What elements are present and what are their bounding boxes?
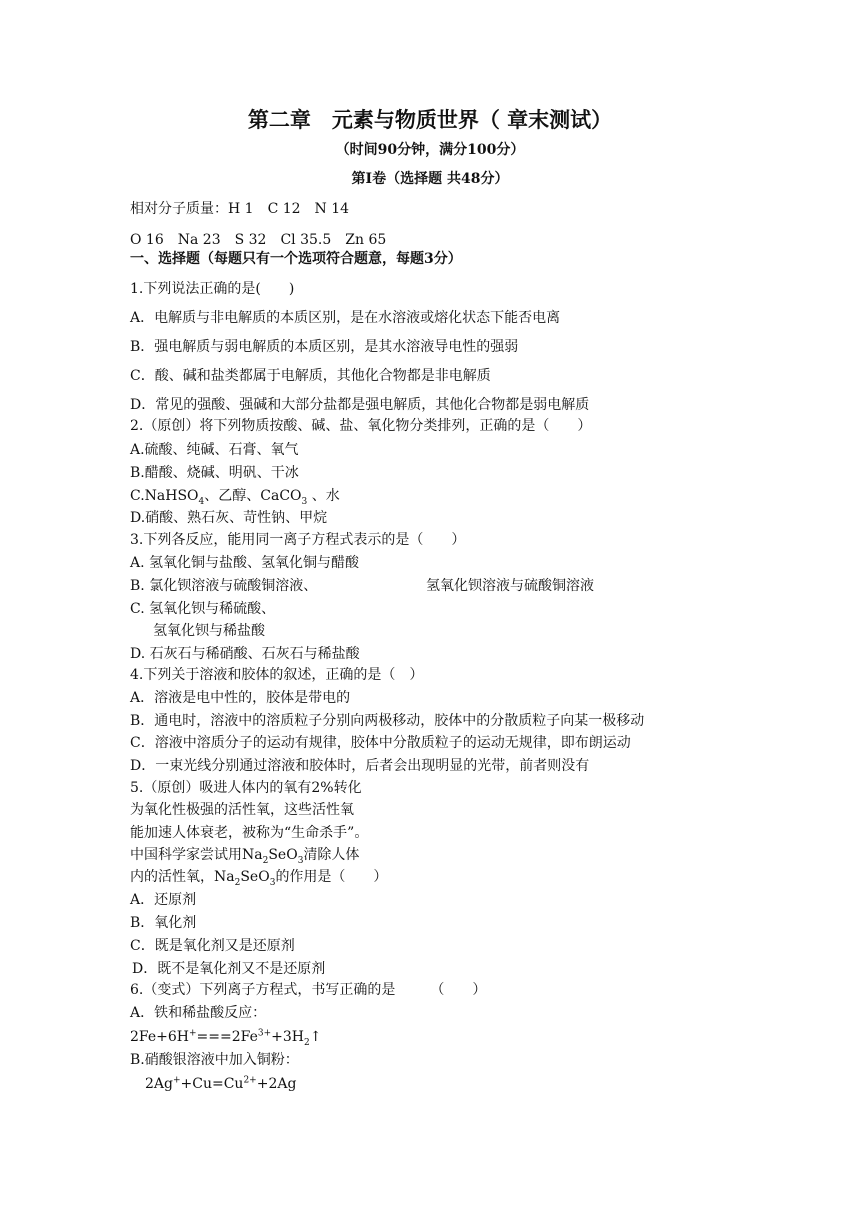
- question-5-option-a: A．还原剂: [130, 892, 197, 908]
- atomic-masses-line-2: O 16 Na 23 S 32 Cl 35.5 Zn 65: [130, 232, 387, 248]
- question-1-stem: 1.下列说法正确的是( ): [130, 281, 295, 297]
- question-5-option-c: C．既是氧化剂又是还原剂: [130, 938, 295, 954]
- question-6-option-b-equation: $2Ag^++Cu=Cu^{2+}+2Ag$: [145, 1075, 297, 1092]
- question-3-option-c-part-2: 氢氧化钡与稀盐酸: [153, 623, 265, 639]
- question-5-option-b: B．氧化剂: [130, 915, 197, 931]
- question-3-option-c-part-1: C. 氢氧化钡与稀硫酸、: [130, 601, 276, 617]
- question-3-option-a: A. 氢氧化铜与盐酸、氢氧化铜与醋酸: [130, 555, 360, 571]
- question-4-option-d: D．一束光线分别通过溶液和胶体时，后者会出现明显的光带，前者则没有: [130, 758, 590, 774]
- question-3-option-d: D. 石灰石与稀硝酸、石灰石与稀盐酸: [130, 646, 360, 662]
- page-title: 第二章 元素与物质世界（ 章末测试）: [247, 107, 613, 132]
- question-4-option-c: C．溶液中溶质分子的运动有规律，胶体中分散质粒子的运动无规律，即布朗运动: [130, 735, 631, 751]
- question-5-line-3: 能加速人体衰老，被称为“生命杀手”。: [130, 825, 369, 841]
- section-heading: 一、选择题（每题只有一个选项符合题意，每题3分）: [130, 251, 462, 267]
- question-6-option-b: B.硝酸银溶液中加入铜粉：: [130, 1052, 299, 1068]
- atomic-masses-line-1: 相对分子质量：H 1 C 12 N 14: [130, 201, 350, 217]
- question-2-option-d: D.硝酸、熟石灰、苛性钠、甲烷: [130, 510, 328, 526]
- question-6-option-a-equation: $2Fe+6H^+===2Fe^{3+}+3H_2↑$: [130, 1028, 322, 1048]
- question-2-option-a: A.硫酸、纯碱、石膏、氧气: [130, 442, 299, 458]
- question-5-line-1: 5.（原创）吸进人体内的氧有2%转化: [130, 780, 362, 796]
- question-2-option-c: C.NaHSO$_4$、乙醇、CaCO$_3$ 、水: [130, 488, 340, 507]
- question-2-option-b: B.醋酸、烧碱、明矾、干冰: [130, 465, 299, 481]
- question-5-line-5: 内的活性氧，$Na_2SeO_3$的作用是（ ）: [130, 869, 388, 888]
- question-4-stem: 4.下列关于溶液和胶体的叙述，正确的是（ ）: [130, 667, 424, 683]
- volume-heading: 第Ⅰ卷（选择题 共48分）: [351, 171, 509, 187]
- time-info: （时间90分钟，满分100分）: [335, 142, 525, 158]
- question-6-stem: 6.（变式）下列离子方程式，书写正确的是 （ ）: [130, 982, 487, 998]
- question-3-stem: 3.下列各反应，能用同一离子方程式表示的是（ ）: [130, 532, 466, 548]
- question-1-option-b: B．强电解质与弱电解质的本质区别，是其水溶液导电性的强弱: [130, 339, 519, 355]
- question-3-option-b-part-1: B. 氯化钡溶液与硫酸铜溶液、: [130, 578, 318, 594]
- question-3-option-b-part-2: 氢氧化钡溶液与硫酸铜溶液: [426, 578, 594, 594]
- question-5-line-2: 为氧化性极强的活性氧，这些活性氧: [130, 802, 354, 818]
- question-2-stem: 2.（原创）将下列物质按酸、碱、盐、氧化物分类排列，正确的是（ ）: [130, 418, 592, 434]
- question-1-option-a: A．电解质与非电解质的本质区别，是在水溶液或熔化状态下能否电离: [130, 310, 561, 326]
- question-5-option-d: D．既不是氧化剂又不是还原剂: [132, 961, 326, 977]
- question-1-option-c: C．酸、碱和盐类都属于电解质，其他化合物都是非电解质: [130, 368, 491, 384]
- question-4-option-b: B．通电时，溶液中的溶质粒子分别向两极移动，胶体中的分散质粒子向某一极移动: [130, 713, 645, 729]
- question-1-option-d: D．常见的强酸、强碱和大部分盐都是强电解质，其他化合物都是弱电解质: [130, 397, 590, 413]
- question-6-option-a: A．铁和稀盐酸反应：: [130, 1005, 267, 1021]
- question-5-line-4: 中国科学家尝试用$Na_2SeO_3$清除人体: [130, 847, 360, 866]
- question-4-option-a: A．溶液是电中性的，胶体是带电的: [130, 690, 351, 706]
